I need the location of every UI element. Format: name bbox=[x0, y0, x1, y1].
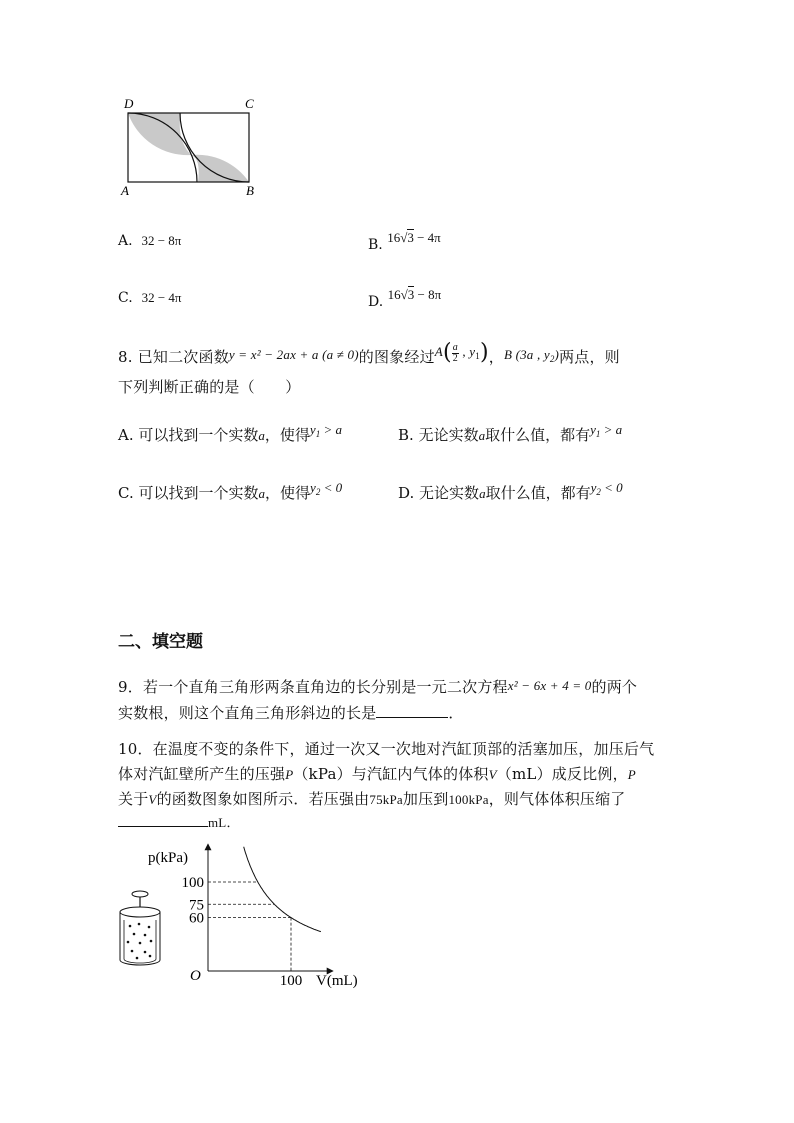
q8-option-a[interactable]: A. 可以找到一个实数a，使得$y_1 > a$ bbox=[118, 422, 342, 444]
q8-text3: 两点，则 bbox=[559, 348, 620, 366]
label-c: C bbox=[245, 96, 254, 111]
option-key: D. bbox=[368, 294, 384, 310]
label-d: D bbox=[124, 96, 134, 111]
q8-func: y = x² − 2ax + a (a ≠ 0) bbox=[228, 347, 359, 362]
q7-figure bbox=[118, 94, 268, 200]
q10-line1: 10．在温度不变的条件下，通过一次又一次地对汽缸顶部的活塞加压，加压后气 bbox=[118, 740, 655, 758]
q7-option-c[interactable] bbox=[118, 290, 181, 306]
q8-option-d[interactable]: D. 无论实数a取什么值，都有$y_2 < 0$ bbox=[398, 480, 623, 502]
q9-equation: x² − 6x + 4 = 0 bbox=[507, 678, 592, 693]
label-b: B bbox=[246, 183, 254, 198]
option-rest: − 8π bbox=[417, 287, 442, 302]
q8-option-c[interactable]: C. 可以找到一个实数a，使得$y_2 < 0$ bbox=[118, 480, 343, 502]
shaded-region-left bbox=[128, 113, 191, 155]
q10-line3: 关于V的函数图象如图所示．若压强由75kPa加压到100kPa，则气体体积压缩了 bbox=[118, 790, 626, 808]
q8-number: 8. bbox=[118, 348, 133, 366]
y-tick-label: 75 bbox=[189, 897, 204, 914]
x-tick-label: 100 bbox=[279, 973, 303, 989]
q7-option-b[interactable] bbox=[368, 230, 441, 253]
pressure-volume-chart bbox=[140, 840, 380, 990]
radicand: 3 bbox=[407, 287, 415, 302]
q8-comma: ， bbox=[488, 348, 504, 366]
shaded-region-right bbox=[191, 155, 249, 182]
option-key: C. bbox=[118, 290, 133, 306]
q7-option-d[interactable] bbox=[368, 287, 442, 310]
point-a: A( $\frac{a}{2}$ , $y_1$) bbox=[434, 340, 489, 365]
coef: 16 bbox=[387, 230, 401, 245]
section-title: 二、填空题 bbox=[118, 632, 203, 652]
option-expr: 32 − 8π bbox=[141, 233, 182, 248]
y-axis-label: p(kPa) bbox=[148, 850, 188, 866]
label-a: A bbox=[121, 183, 129, 198]
point-b: B (3a , $y_2$) bbox=[503, 347, 560, 364]
origin-label: O bbox=[190, 968, 201, 984]
q8-text2: 的图象经过 bbox=[358, 348, 435, 366]
answer-blank[interactable] bbox=[376, 703, 448, 718]
q10-line2: 体对汽缸壁所产生的压强P（kPa）与汽缸内气体的体积V（mL）成反比例，P bbox=[118, 765, 636, 783]
y-tick-label: 100 bbox=[181, 875, 204, 891]
q7-option-a[interactable] bbox=[118, 233, 181, 249]
inverse-curve bbox=[244, 847, 321, 932]
q9-line2: 实数根，则这个直角三角形斜边的长是 ． bbox=[118, 704, 464, 722]
option-key: B. bbox=[368, 237, 383, 253]
q8-line1 bbox=[118, 340, 620, 371]
q8-text1: 已知二次函数 bbox=[137, 348, 229, 366]
q8-option-b[interactable]: B. 无论实数a取什么值，都有$y_1 > a$ bbox=[398, 422, 623, 444]
q8-line2: 下列判断正确的是（ ） bbox=[118, 378, 301, 396]
answer-blank[interactable] bbox=[118, 812, 208, 827]
q10-line4: mL． bbox=[118, 812, 240, 831]
sqrt-symbol: √ bbox=[400, 287, 408, 302]
sqrt-symbol: √ bbox=[400, 230, 408, 245]
coef: 16 bbox=[387, 287, 401, 302]
option-rest: − 4π bbox=[417, 230, 441, 245]
option-expr: 32 − 4π bbox=[141, 290, 182, 305]
y-tick-label: 60 bbox=[189, 910, 204, 927]
q9-line1: 9．若一个直角三角形两条直角边的长分别是一元二次方程x² − 6x + 4 = 0的两个 bbox=[118, 678, 638, 696]
radicand: 3 bbox=[407, 230, 414, 245]
x-axis-label: V(mL) bbox=[316, 973, 358, 989]
option-key: A. bbox=[118, 233, 133, 249]
